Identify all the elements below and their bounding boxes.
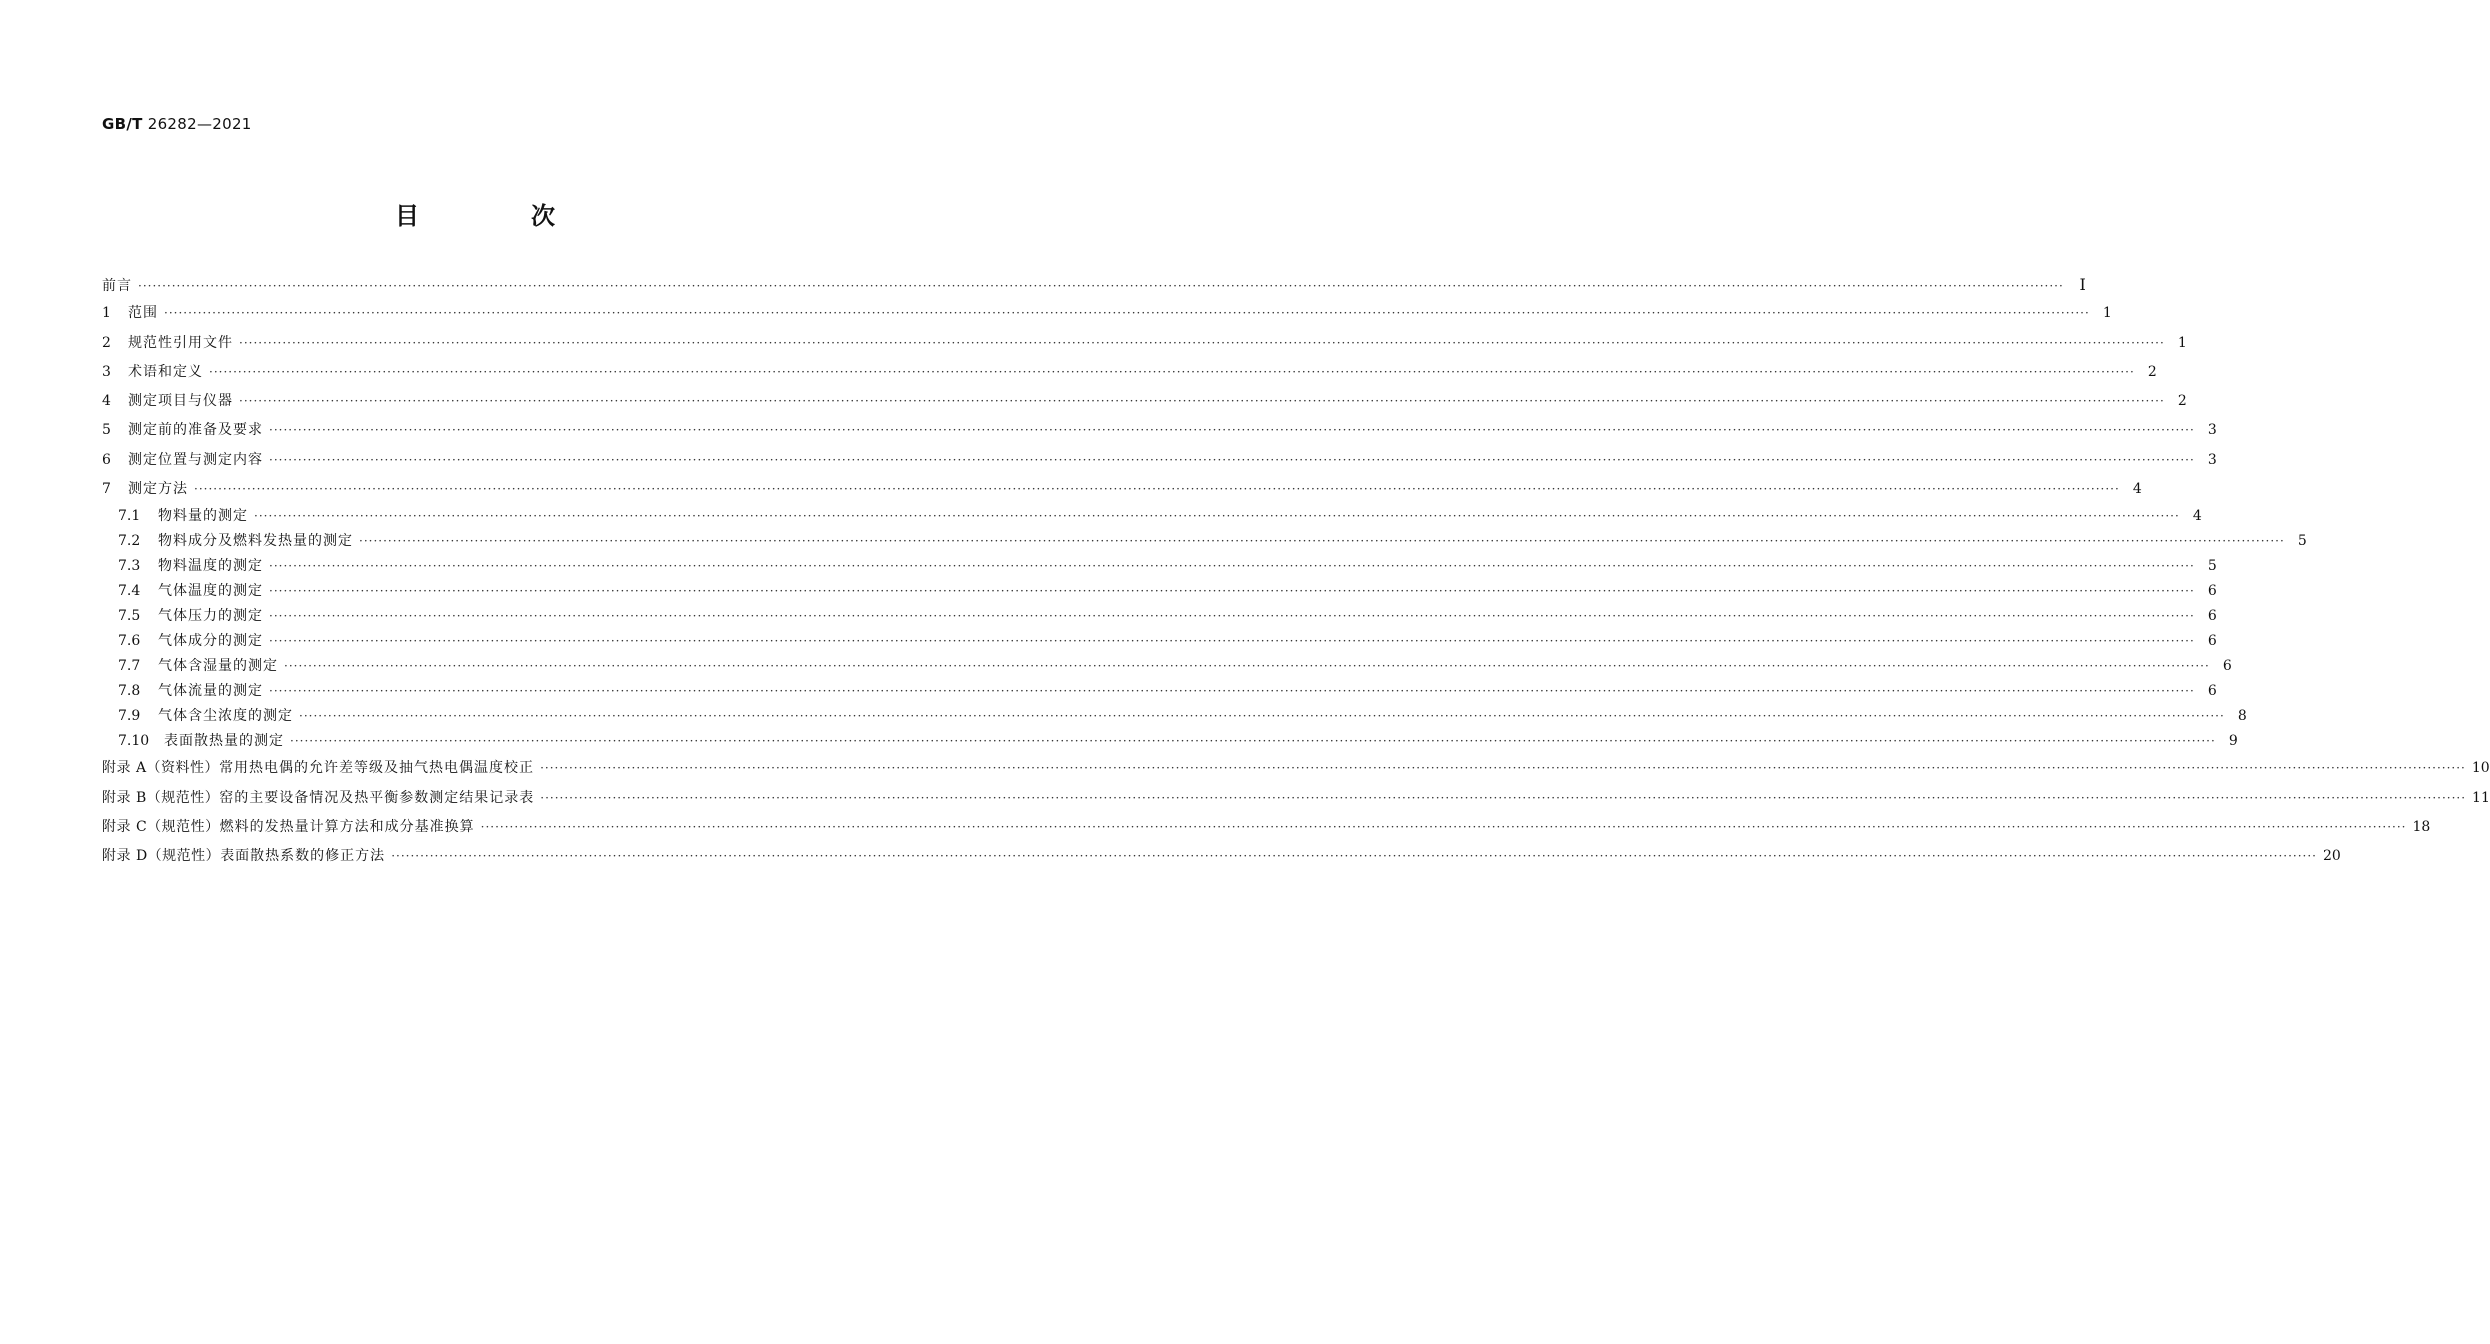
toc-entry[interactable] [102,784,2490,813]
toc-entry-number: 7.4 [118,583,141,600]
toc-entry-number: 7.2 [118,533,141,550]
dot-leader: ················································································································································································································································································································································································································ [284,659,2210,674]
toc-entry-label: 气体成分的测定 [158,633,263,650]
toc-entry-page: 6 [2222,658,2232,675]
toc-entry-page: 4 [2192,508,2202,525]
toc-entry-number: 附录 C（规范性） [102,818,220,835]
toc-entry-number: 1 [102,305,111,322]
dot-leader: ················································································································································································································································································································································································································ [540,790,2467,805]
toc-entry-page: 20 [2322,848,2341,865]
toc-entry-label: 常用热电偶的允许差等级及抽气热电偶温度校正 [219,760,535,777]
toc-entry[interactable] [102,654,2232,679]
toc-entry-number: 7 [102,481,111,498]
toc-entry-page: 1 [2102,305,2112,322]
dot-leader: ················································································································································································································································································································································································································ [164,306,2090,321]
toc-entry-label: 气体流量的测定 [158,683,263,700]
toc-entry-label: 测定前的准备及要求 [128,422,263,439]
dot-leader: ················································································································································································································································································································································································································ [138,279,2064,293]
toc-entry-number: 4 [102,393,111,410]
dot-leader: ················································································································································································································································································································································································································ [269,634,2195,649]
toc-entry-label: 表面散热量的测定 [164,733,284,750]
toc-entry-number: 附录 B（规范性） [102,789,220,806]
dot-leader: ················································································································································································································································································································································································································ [359,534,2285,549]
dot-leader: ················································································································································································································································································································································································································ [194,482,2120,497]
toc-entry-page: 10 [2471,760,2490,777]
toc-entry-page: 6 [2207,608,2217,625]
toc-entry-number: 附录 D（规范性） [102,848,221,865]
toc-entry-label: 窑的主要设备情况及热平衡参数测定结果记录表 [219,789,535,806]
toc-entry-label: 术语和定义 [128,363,203,380]
toc-entry[interactable] [102,842,2341,871]
toc-entry-label: 气体含尘浓度的测定 [158,708,293,725]
dot-leader: ················································································································································································································································································································································································································ [239,394,2165,409]
toc-entry-label: 表面散热系数的修正方法 [220,848,386,865]
toc-title: 目 次 [395,202,599,230]
toc-entry[interactable] [102,813,2431,842]
dot-leader: ················································································································································································································································································································································································································ [269,609,2195,624]
toc-entry-label: 测定项目与仪器 [128,393,233,410]
toc-entry-number: 2 [102,334,111,351]
toc-entry[interactable] [102,604,2217,629]
standard-code-prefix: GB/T [102,115,143,133]
toc-entry-page: 4 [2132,481,2142,498]
toc-entry[interactable] [102,446,2217,475]
toc-entry-label: 气体温度的测定 [158,583,263,600]
toc-entry[interactable] [102,416,2217,445]
toc-entry-label: 测定方法 [128,481,188,498]
toc-entry[interactable] [102,475,2142,504]
dot-leader: ················································································································································································································································································································································································································ [269,423,2195,438]
toc-entry-label: 规范性引用文件 [128,334,233,351]
toc-entry[interactable] [102,270,2086,299]
dot-leader: ················································································································································································································································································································································································································ [269,559,2195,574]
toc-entry-page: 2 [2177,393,2187,410]
dot-leader: ················································································································································································································································································································································································································ [299,709,2225,724]
toc-entry-label: 测定位置与测定内容 [128,451,263,468]
dot-leader: ················································································································································································································································································································································································································ [290,734,2216,749]
toc-entry-page: Ⅰ [2079,275,2086,294]
toc-entry-number: 7.1 [118,508,141,525]
table-of-contents [102,270,2490,872]
toc-entry[interactable] [102,679,2217,704]
dot-leader: ················································································································································································································································································································································································································ [480,819,2407,834]
toc-entry-page: 9 [2228,733,2238,750]
toc-entry-label: 物料成分及燃料发热量的测定 [158,533,353,550]
toc-entry-number: 7.3 [118,558,141,575]
toc-entry-label: 物料温度的测定 [158,558,263,575]
toc-entry-number: 附录 A（资料性） [102,760,220,777]
toc-entry-number: 7.5 [118,608,141,625]
toc-entry-label: 气体含湿量的测定 [158,658,278,675]
toc-entry-number: 7.6 [118,633,141,650]
toc-entry-page: 6 [2207,633,2217,650]
toc-entry-number: 3 [102,363,111,380]
toc-entry-label: 燃料的发热量计算方法和成分基准换算 [219,818,475,835]
toc-entry[interactable] [102,358,2157,387]
toc-entry-label: 物料量的测定 [158,508,248,525]
toc-entry[interactable] [102,329,2187,358]
toc-entry-number: 7.8 [118,683,141,700]
toc-entry-page: 11 [2472,789,2490,806]
dot-leader: ················································································································································································································································································································································································································ [269,584,2195,599]
toc-entry[interactable] [102,704,2247,729]
toc-entry-label: 范围 [128,305,158,322]
toc-entry-page: 18 [2412,818,2431,835]
toc-entry-number: 7.7 [118,658,141,675]
toc-entry[interactable] [102,299,2112,328]
toc-entry-number: 5 [102,422,111,439]
toc-entry[interactable] [102,754,2490,783]
toc-entry[interactable] [102,579,2217,604]
toc-entry-label: 气体压力的测定 [158,608,263,625]
toc-entry[interactable] [102,504,2202,529]
toc-entry-page: 8 [2237,708,2247,725]
toc-entry-page: 1 [2177,334,2187,351]
dot-leader: ················································································································································································································································································································································································································ [209,364,2135,379]
toc-entry[interactable] [102,629,2217,654]
toc-entry-page: 6 [2207,583,2217,600]
toc-entry[interactable] [102,554,2217,579]
toc-entry-label: 前言 [102,278,132,294]
toc-entry-page: 5 [2297,533,2307,550]
toc-entry[interactable] [102,387,2187,416]
toc-entry[interactable] [102,529,2307,554]
toc-entry-page: 3 [2207,451,2217,468]
dot-leader: ················································································································································································································································································································································································································ [540,761,2466,776]
dot-leader: ················································································································································································································································································································································································································ [254,509,2180,524]
dot-leader: ················································································································································································································································································································································································································ [239,335,2165,350]
toc-entry-page: 2 [2147,363,2157,380]
standard-code-number: 26282—2021 [147,115,252,133]
toc-entry-page: 5 [2207,558,2217,575]
toc-entry-page: 3 [2207,422,2217,439]
dot-leader: ················································································································································································································································································································································································································ [391,849,2317,864]
toc-entry-number: 7.10 [118,733,150,750]
toc-entry-page: 6 [2207,683,2217,700]
dot-leader: ················································································································································································································································································································································································································ [269,684,2195,699]
toc-entry[interactable] [102,729,2238,754]
toc-entry-number: 6 [102,451,111,468]
standard-code [102,115,252,133]
dot-leader: ················································································································································································································································································································································································································ [269,452,2195,467]
toc-entry-number: 7.9 [118,708,141,725]
